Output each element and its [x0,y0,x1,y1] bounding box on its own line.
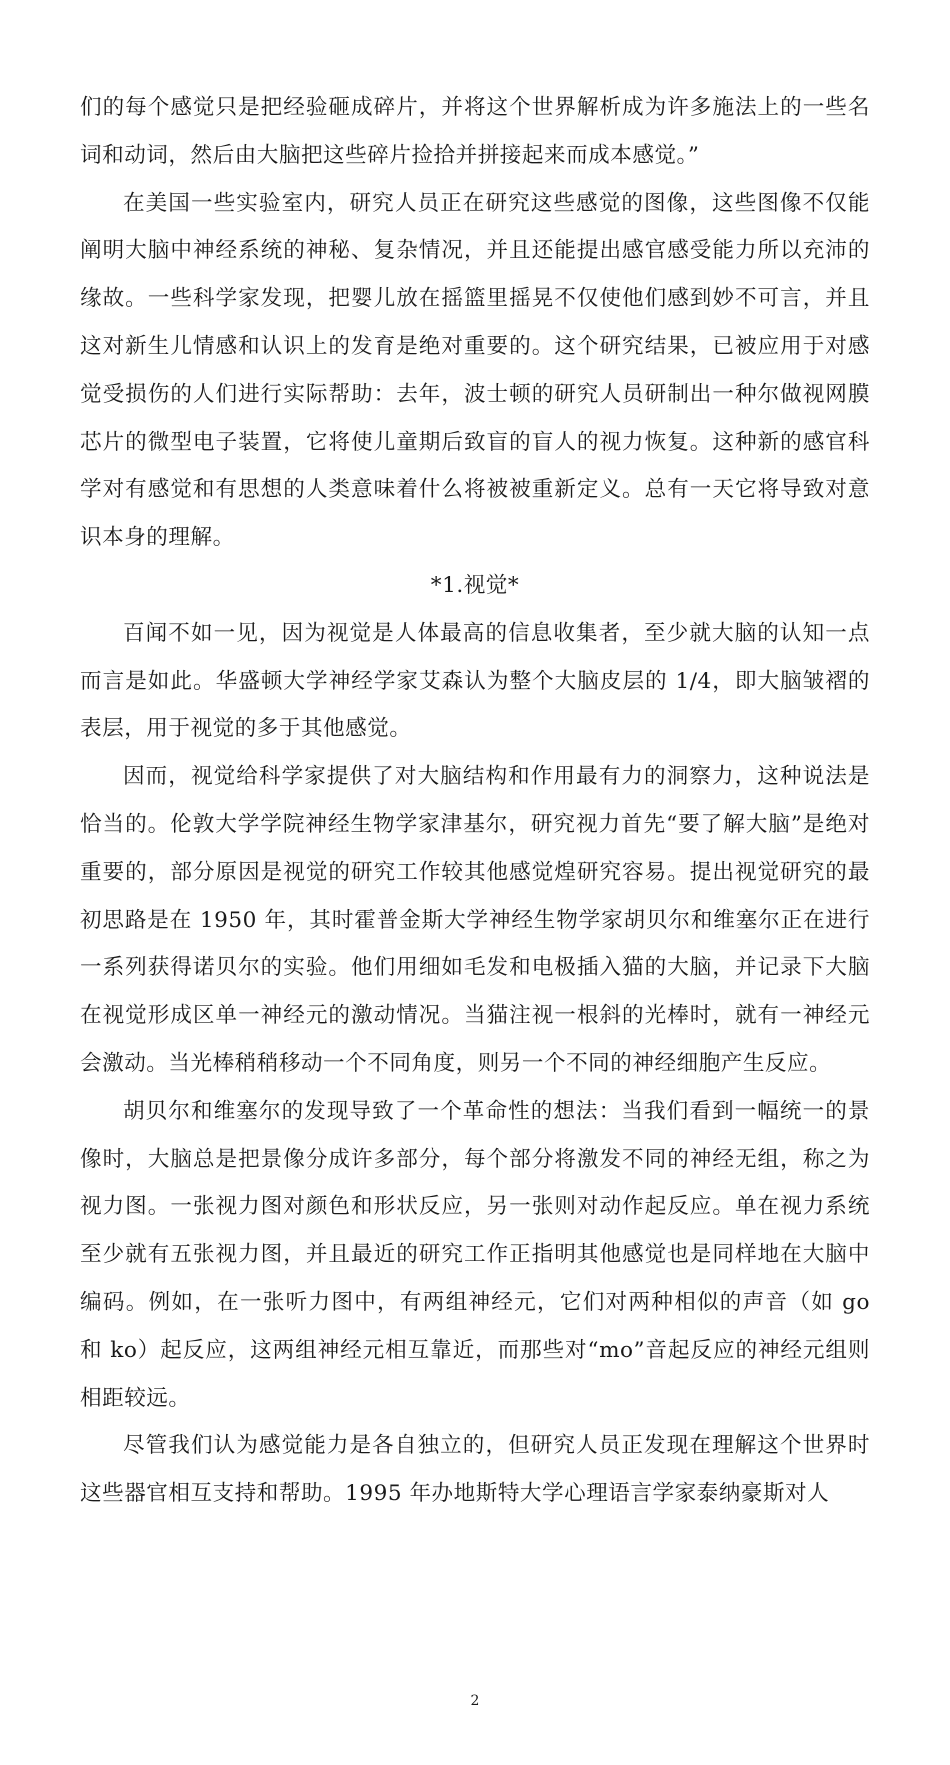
paragraph-lab-research: 在美国一些实验室内，研究人员正在研究这些感觉的图像，这些图像不仅能阐明大脑中神经系统的神秘、复杂情况，并且还能提出感官感受能力所以充沛的缘故。一些科学家发现，把婴儿放在摇篮里摇晃不仅使他们感到妙不可言，并且这对新生儿情感和认识上的发育是绝对重要的。这个研究结果，已被应用于对感觉受损伤的人们进行实际帮助：去年，波士顿的研究人员研制出一种尔做视网膜芯片的微型电子装置，它将使儿童期后致盲的盲人的视力恢复。这种新的感官科学对有感觉和有思想的人类意味着什么将被被重新定义。总有一天它将导致对意识本身的理解。 [80,190,870,551]
paragraph-continuation: 们的每个感觉只是把经验砸成碎片，并将这个世界解析成为许多施法上的一些名词和动词，然后由大脑把这些碎片捡拾并拼接起来而成本感觉。” [80,95,870,168]
paragraph-vision-research: 因而，视觉给科学家提供了对大脑结构和作用最有力的洞察力，这种说法是恰当的。伦敦大学学院神经生物学家津基尔，研究视力首先“要了解大脑”是绝对重要的，部分原因是视觉的研究工作较其他感觉煌研究容易。提出视觉研究的最初思路是在 1950 年，其时霍普金斯大学神经生物学家胡贝尔和维塞尔正在进行一系列获得诺贝尔的实验。他们用细如毛发和电极插入猫的大脑，并记录下大脑在视觉形成区单一神经元的激动情况。当猫注视一根斜的光棒时，就有一神经元会激动。当光棒稍稍移动一个不同角度，则另一个不同的神经细胞产生反应。 [80,764,870,1076]
document-page [80,84,870,1518]
section-heading-vision: *1.视觉* [430,572,520,598]
paragraph-vision-intro: 百闻不如一见，因为视觉是人体最高的信息收集者，至少就大脑的认知一点而言是如此。华盛顿大学神经学家艾森认为整个大脑皮层的 1/4，即大脑皱褶的表层，用于视觉的多于其他感觉。 [80,620,870,742]
paragraph-vision-maps: 胡贝尔和维塞尔的发现导致了一个革命性的想法：当我们看到一幅统一的景像时，大脑总是把景像分成许多部分，每个部分将激发不同的神经无组，称之为视力图。一张视力图对颜色和形状反应，另一张则对动作起反应。单在视力系统至少就有五张视力图，并且最近的研究工作正指明其他感觉也是同样地在大脑中编码。例如，在一张听力图中，有两组神经元，它们对两种相似的声音（如 go 和 ko）起反应，这两组神经元相互靠近，而那些对“mo”音起反应的神经元组则相距较远。 [80,1098,870,1411]
paragraph-senses-cooperate: 尽管我们认为感觉能力是各自独立的，但研究人员正发现在理解这个世界时这些器官相互支持和帮助。1995 年办地斯特大学心理语言学家泰纳豪斯对人 [80,1433,870,1507]
page-number: 2 [470,1693,480,1709]
